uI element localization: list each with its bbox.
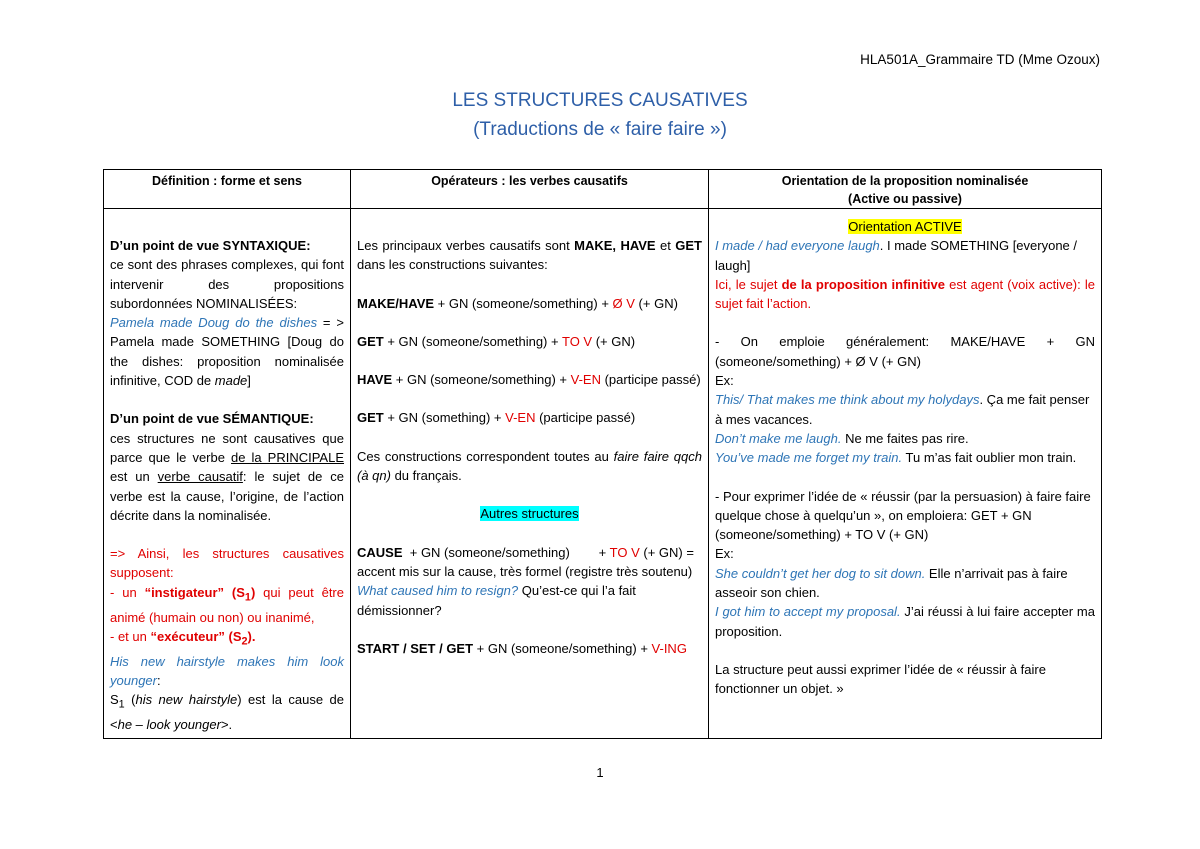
- ici-text: Ici, le sujet de la proposition infinitive est agent (voix active): le sujet fait l’action.: [715, 276, 1095, 312]
- operators-cell: [351, 209, 709, 739]
- example-dont-laugh: Don’t make me laugh. Ne me faites pas rire.: [715, 430, 969, 446]
- syntax-text: ce sont des phrases complexes, qui font intervenir des propositions subordonnées NOMINALISÉES:: [110, 257, 344, 311]
- syntax-heading: D’un point de vue SYNTAXIQUE:: [110, 238, 311, 253]
- title-subtitle: (Traductions de « faire faire »): [473, 119, 727, 140]
- header-operators: Opérateurs : les verbes causatifs: [351, 170, 709, 209]
- formula-make-have: MAKE/HAVE + GN (someone/something) + Ø V (+ GN): [357, 295, 678, 311]
- reussir-text: - Pour exprimer l’idée de « réussir (par la persuasion) à faire faire quelque chose à quelqu’un », on emploiera: GET + GN (someone/something) + TO V (+ GN): [715, 488, 1091, 543]
- table-row: [104, 209, 1102, 739]
- page-title: [0, 86, 1200, 144]
- formula-start-set-get: START / SET / GET + GN (someone/something) + V-ING: [357, 640, 687, 656]
- formula-get-to: GET + GN (someone/something) + TO V (+ GN): [357, 333, 636, 349]
- example-holidays: This/ That makes me think about my holydays. Ça me fait penser à mes vacances.: [715, 392, 1090, 427]
- s1-explanation: $S_1$ (his new hairstyle) est la cause de <he – look younger>.: [110, 692, 344, 733]
- orientation-cell: [709, 209, 1102, 739]
- table-header-row: [104, 170, 1102, 209]
- ex-label: Ex:: [715, 373, 734, 389]
- emploie-text: - On emploie généralement: MAKE/HAVE + GN (someone/something) + Ø V (+ GN): [715, 334, 1095, 369]
- executeur-text: - et un “exécuteur” $(S_2)$.: [110, 628, 256, 648]
- orientation-active-label: Orientation ACTIVE: [848, 219, 962, 234]
- example-dog: She couldn’t get her dog to sit down. Elle n’arrivait pas à faire asseoir son chien.: [715, 565, 1068, 601]
- instigateur-text: - un “instigateur” $(S_1)$ qui peut être animé (humain ou non) ou inanimé,: [110, 584, 344, 625]
- example-resign: What caused him to resign? Qu’est-ce qui l’a fait démissionner?: [357, 583, 636, 618]
- example-hairstyle: His new hairstyle makes him look younger:: [110, 653, 344, 689]
- causative-table: [103, 169, 1102, 739]
- title-main: LES STRUCTURES CAUSATIVES: [452, 90, 748, 111]
- header-definition: Définition : forme et sens: [104, 170, 351, 209]
- example-forget-train: You’ve made me forget my train. Tu m’as fait oublier mon train.: [715, 450, 1077, 466]
- example-pamela: Pamela made Doug do the dishes = > Pamela made SOMETHING [Doug do the dishes: proposition nominalisée infinitive, COD de made]: [110, 315, 344, 389]
- example-proposal: I got him to accept my proposal. J’ai réussi à lui faire accepter ma proposition.: [715, 604, 1095, 639]
- course-header: HLA501A_Grammaire TD (Mme Ozoux): [860, 52, 1100, 67]
- formula-have-en: HAVE + GN (someone/something) + V-EN (participe passé): [357, 372, 701, 388]
- ex-label-2: Ex:: [715, 546, 734, 562]
- formula-get-en: GET + GN (something) + V-EN (participe passé): [357, 410, 636, 426]
- header-orientation: Orientation de la proposition nominalisée (Active ou passive): [709, 170, 1102, 209]
- definition-cell: [104, 209, 351, 739]
- correspondence-text: Ces constructions correspondent toutes au faire faire qqch (à qn) du français.: [357, 448, 702, 484]
- formula-cause: CAUSE + GN (someone/something) + TO V (+ GN) = accent mis sur la cause, très formel (registre très soutenu): [357, 544, 698, 579]
- semantic-text: ces structures ne sont causatives que parce que le verbe de la PRINCIPALE est un verbe causatif: le sujet de ce verbe est la cause, l’origine, de l’action décrite dans la nominalisée.: [110, 430, 345, 523]
- ainsi-text: => Ainsi, les structures causatives supposent:: [110, 546, 344, 581]
- example-laugh: I made / had everyone laugh. I made SOMETHING [everyone / laugh]: [715, 238, 1078, 273]
- autres-structures-label: Autres structures: [480, 506, 579, 522]
- page-number: 1: [596, 765, 604, 780]
- structure-text: La structure peut aussi exprimer l’idée de « réussir à faire fonctionner un objet. »: [715, 661, 1046, 697]
- semantic-heading: D’un point de vue SÉMANTIQUE:: [110, 411, 314, 427]
- operators-intro: Les principaux verbes causatifs sont MAKE, HAVE et GET dans les constructions suivantes:: [357, 238, 702, 273]
